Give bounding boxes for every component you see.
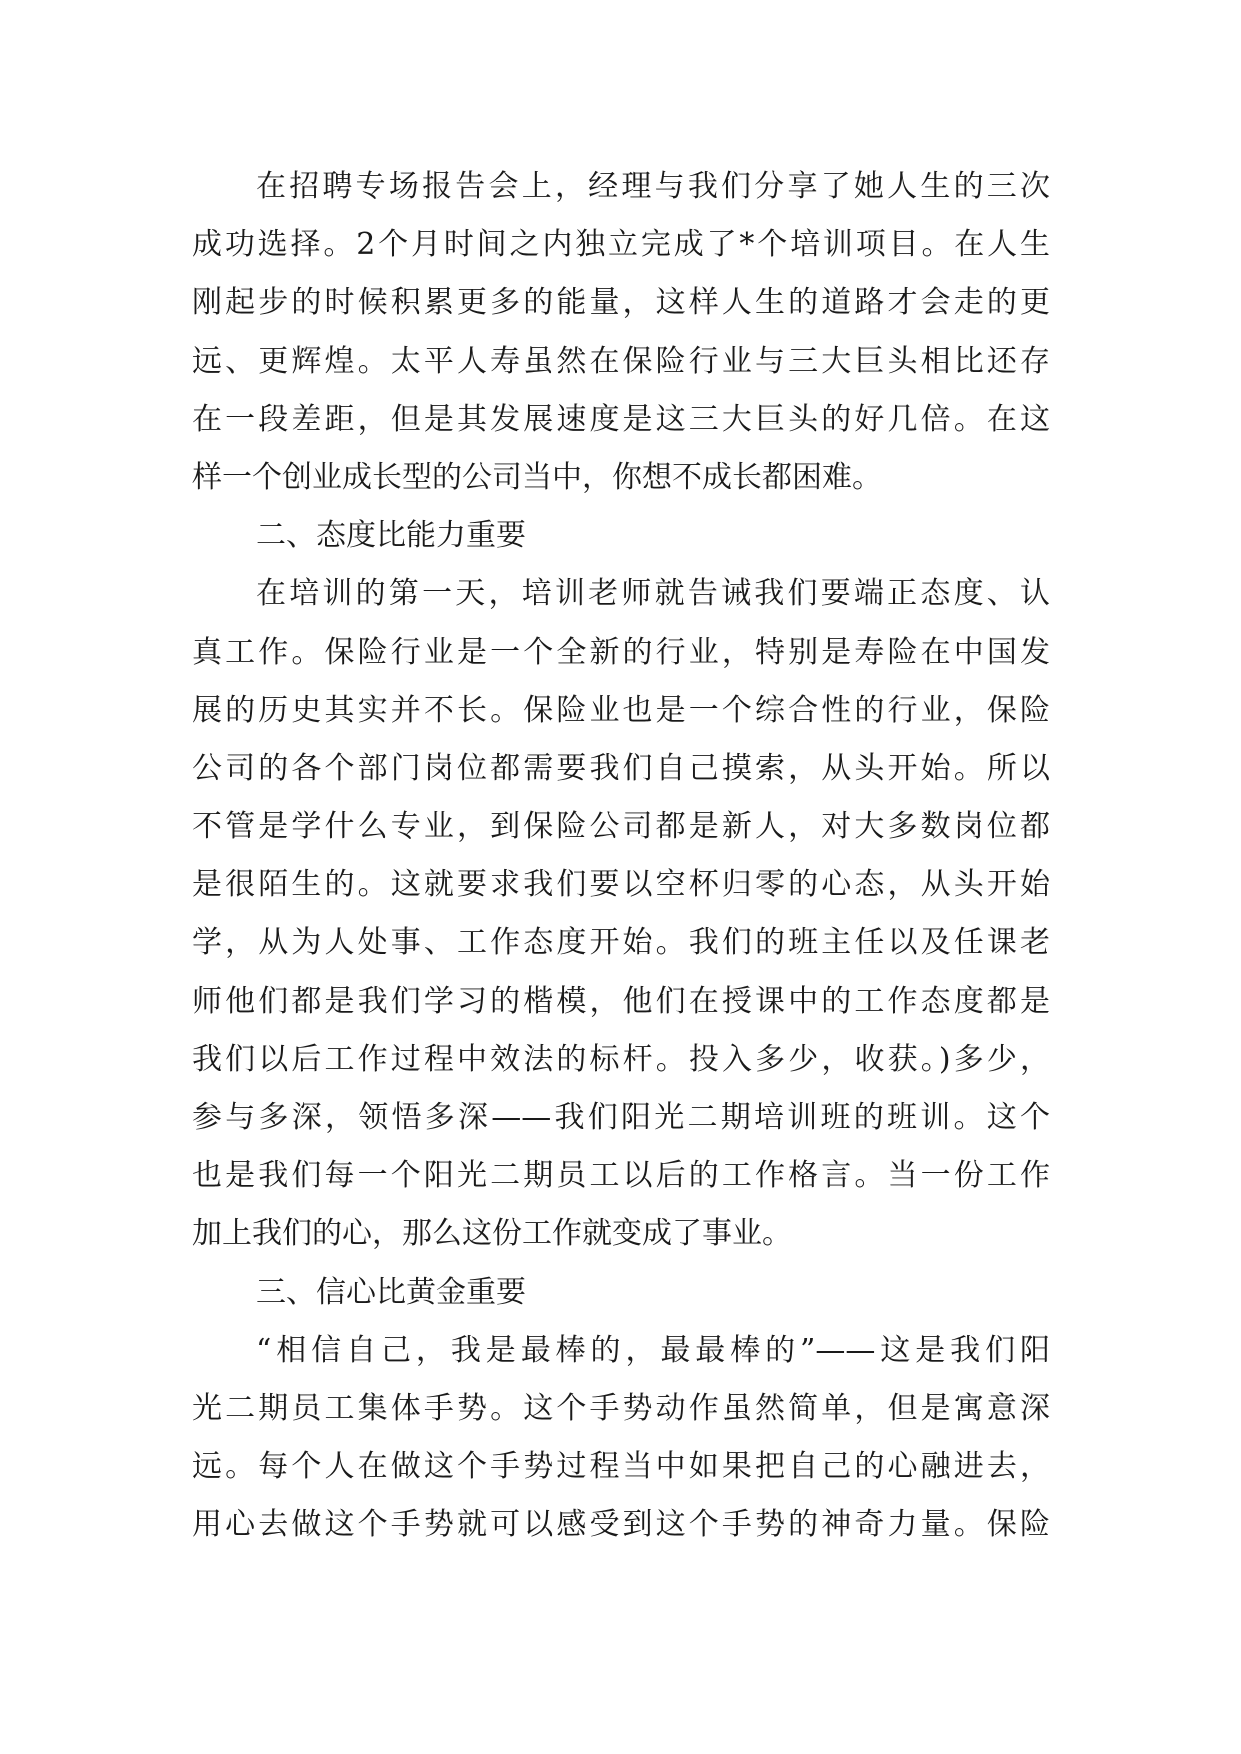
paragraph-confidence (192, 1322, 1050, 1555)
paragraph-attitude (192, 565, 1050, 1263)
text-line: 远、更辉煌。太平人寿虽然在保险行业与三大巨头相比还存 (192, 343, 1050, 379)
text-line: 也是我们每一个阳光二期员工以后的工作格言。当一份工作 (192, 1158, 1050, 1194)
text-line: 成功选择。2个月时间之内独立完成了*个培训项目。在人生 (192, 227, 1050, 263)
text-line: 样一个创业成长型的公司当中，你想不成长都困难。 (192, 459, 882, 495)
text-line: “相信自己，我是最棒的，最最棒的”——这是我们阳 (256, 1332, 1050, 1368)
text-line: 刚起步的时候积累更多的能量，这样人生的道路才会走的更 (192, 285, 1050, 321)
text-line: 在培训的第一天，培训老师就告诫我们要端正态度、认 (256, 576, 1050, 612)
text-line: 是很陌生的。这就要求我们要以空杯归零的心态，从头开始 (192, 867, 1050, 903)
section-heading-attitude (192, 507, 1050, 565)
text-line: 真工作。保险行业是一个全新的行业，特别是寿险在中国发 (192, 634, 1050, 670)
text-line: 远。每个人在做这个手势过程当中如果把自己的心融进去， (192, 1449, 1050, 1485)
text-line: 加上我们的心，那么这份工作就变成了事业。 (192, 1216, 792, 1252)
text-line: 学，从为人处事、工作态度开始。我们的班主任以及任课老 (192, 925, 1050, 961)
text-line: 公司的各个部门岗位都需要我们自己摸索，从头开始。所以 (192, 750, 1050, 786)
text-line: 在一段差距，但是其发展速度是这三大巨头的好几倍。在这 (192, 401, 1050, 437)
text-line: 师他们都是我们学习的楷模，他们在授课中的工作态度都是 (192, 983, 1050, 1019)
section-heading: 二、态度比能力重要 (256, 518, 526, 554)
text-line: 用心去做这个手势就可以感受到这个手势的神奇力量。保险 (192, 1507, 1050, 1543)
text-line: 在招聘专场报告会上，经理与我们分享了她人生的三次 (256, 169, 1050, 204)
section-heading-confidence (192, 1264, 1050, 1322)
text-line: 不管是学什么专业，到保险公司都是新人，对大多数岗位都 (192, 809, 1050, 845)
text-line: 光二期员工集体手势。这个手势动作虽然简单，但是寓意深 (192, 1390, 1050, 1426)
section-heading: 三、信心比黄金重要 (256, 1274, 526, 1310)
text-line: 参与多深，领悟多深——我们阳光二期培训班的班训。这个 (192, 1100, 1050, 1135)
paragraph-intro (192, 158, 1050, 507)
document-body (192, 158, 1050, 1555)
text-line: 我们以后工作过程中效法的标杆。投入多少，收获。)多少， (192, 1041, 1050, 1077)
text-line: 展的历史其实并不长。保险业也是一个综合性的行业，保险 (192, 692, 1050, 728)
